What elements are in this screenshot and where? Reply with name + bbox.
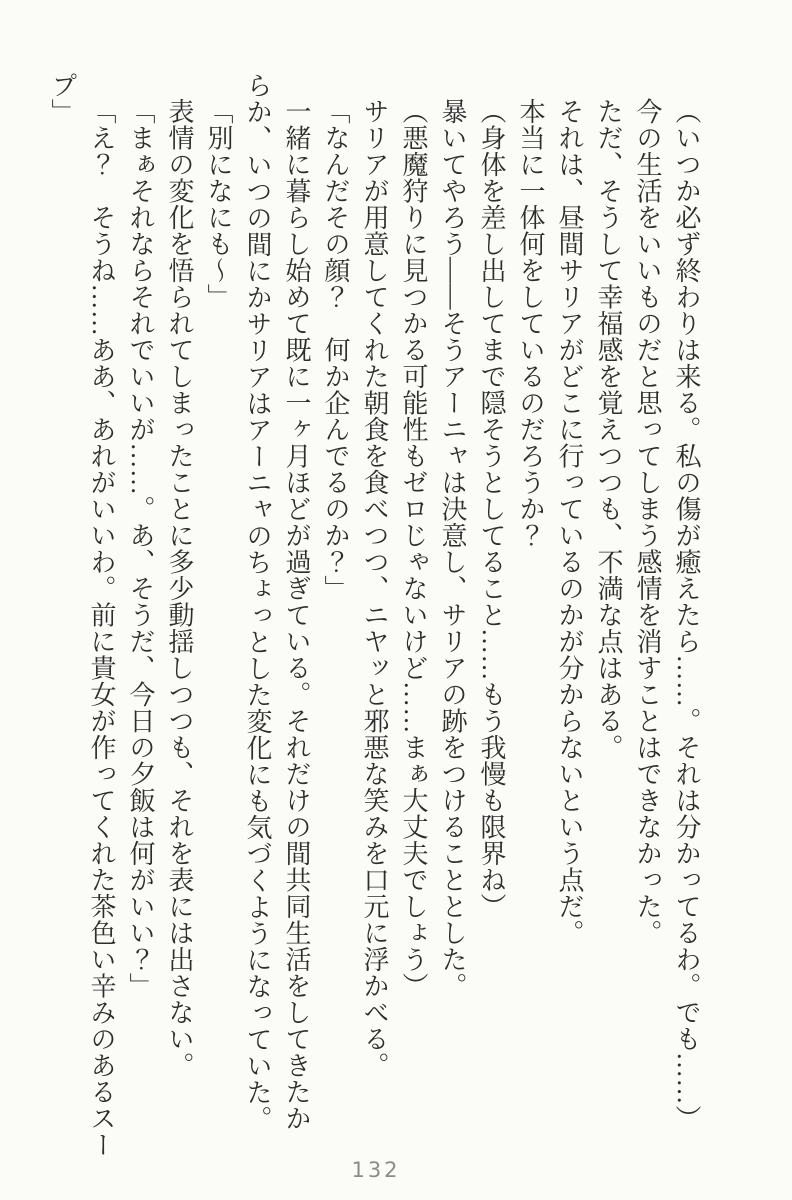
text-line: 一緒に暮らし始めて既に一ヶ月ほどが過ぎている。それだけの間共同生活をしてきたか [282,98,311,1132]
text-line: 暴いてやろう——そうアーニャは決意し、サリアの跡をつけることとした。 [438,98,467,999]
text-line: 今の生活をいいものだと思ってしまう感情を消すことはできなかった。 [633,98,662,946]
text-line: （悪魔狩りに見つかる可能性もゼロじゃないけど……まぁ大丈夫でしょう） [399,98,428,999]
text-line: それは、昼間サリアがどこに行っているのかが分からないという点だ。 [555,98,584,946]
text-line: サリアが用意してくれた朝食を食べつつ、ニヤッと邪悪な笑みを口元に浮かべる。 [360,98,389,1079]
text-line: （身体を差し出してまで隠そうとしてること……もう我慢も限界ね） [477,98,506,920]
text-line: ただ、そうして幸福感を覚えつつも、不満な点はある。 [594,98,623,761]
text-line: 「なんだその顔？ 何か企んでるのか？」 [321,98,350,602]
vertical-text-block [43,72,706,1158]
page-number: 132 [351,1158,401,1182]
text-line: プ」 [48,72,77,125]
text-line: 表情の変化を悟られてしまったことに多少動揺しつつも、それを表には出さない。 [165,98,194,1079]
text-line: （いつか必ず終わりは来る。私の傷が癒えたら……。それは分かってるわ。でも……） [672,98,701,1132]
text-line: 「別になにも〜」 [204,98,233,310]
text-line: 本当に一体何をしているのだろうか？ [516,98,545,549]
text-line: 「え？ そうね……ああ、あれがいいわ。前に貴女が作ってくれた茶色い辛みのあるスー [87,98,116,1158]
text-line: 「まぁそれならそれでいいが……。あ、そうだ、今日の夕飯は何がいい？」 [126,98,155,999]
text-line: らか、いつの間にかサリアはアーニャのちょっとした変化にも気づくようになっていた。 [243,72,272,1132]
